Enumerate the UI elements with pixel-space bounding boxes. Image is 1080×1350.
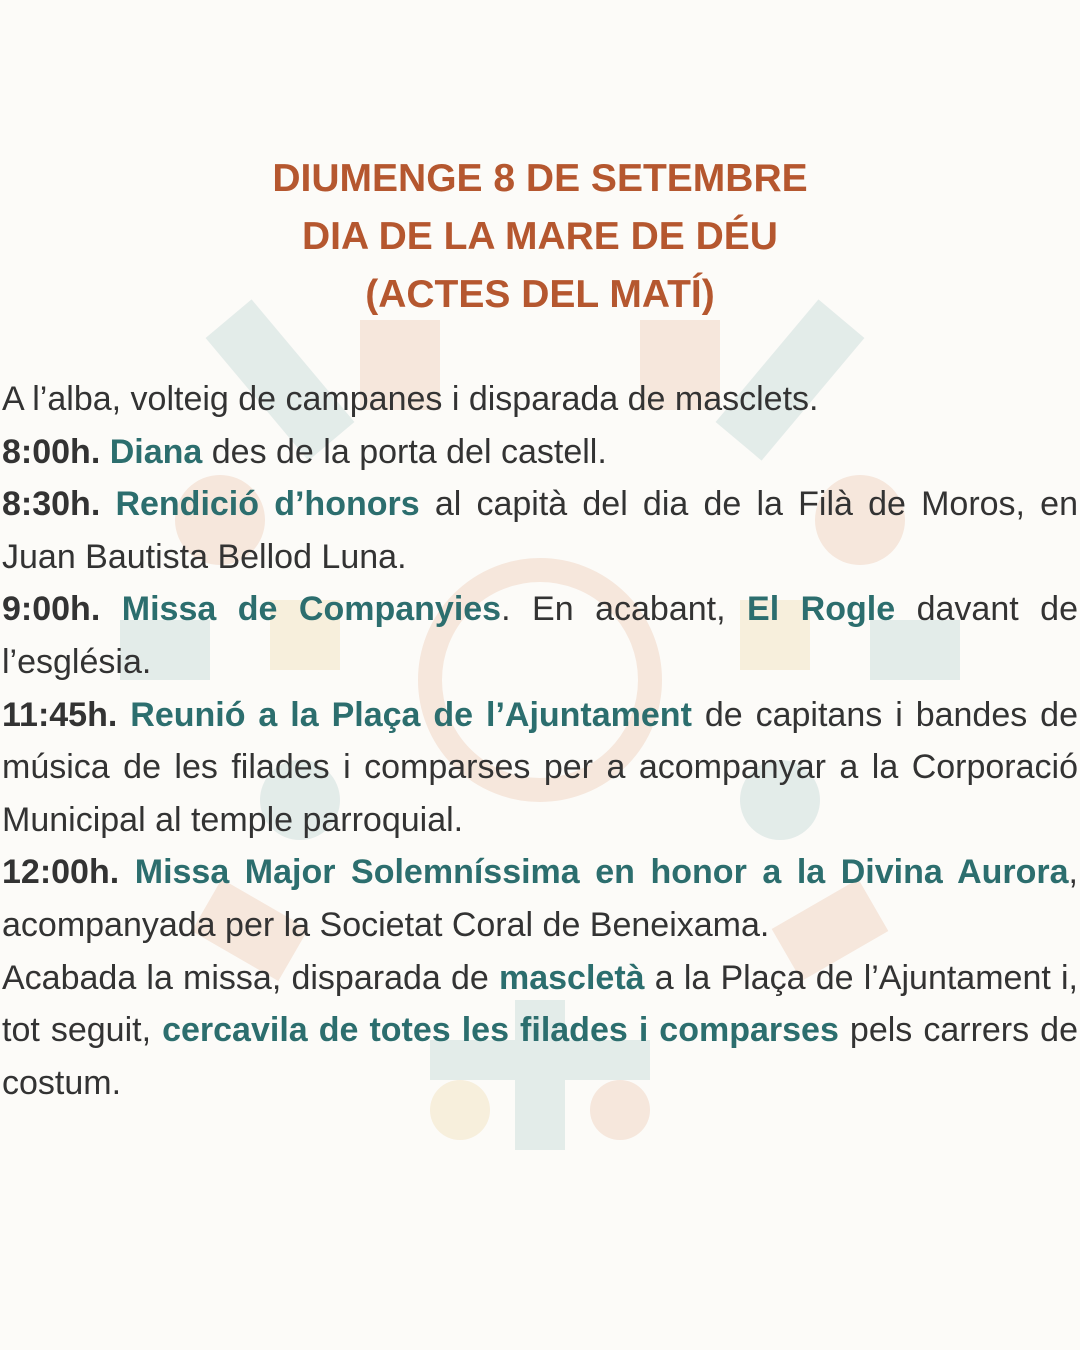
event-text: Acabada la missa, disparada de bbox=[2, 958, 499, 997]
event-text: . En acabant, bbox=[501, 590, 748, 629]
event-text: , acompanyada per la Societat Coral de Beneixama. bbox=[2, 853, 1078, 944]
schedule-item-0800 bbox=[2, 426, 1078, 479]
event-time: 8:00h. bbox=[2, 432, 101, 471]
event-text: al capità del dia de la Filà de Moros, en Juan Bautista Bellod Luna. bbox=[2, 485, 1078, 576]
title-line-subtitle: (ACTES DEL MATÍ) bbox=[365, 273, 715, 316]
page-title bbox=[0, 150, 1080, 324]
schedule-item-0900 bbox=[2, 583, 1078, 688]
event-text: des de la porta del castell. bbox=[202, 432, 607, 471]
event-highlight: Diana bbox=[109, 432, 203, 471]
event-highlight-secondary: cercavila de totes les filades i comparses bbox=[162, 1011, 839, 1050]
event-highlight: Rendició d’honors bbox=[115, 485, 420, 524]
schedule-item-alba bbox=[2, 373, 1078, 426]
schedule-item-1200 bbox=[2, 846, 1078, 951]
event-highlight: Reunió a la Plaça de l’Ajuntament bbox=[130, 695, 692, 734]
event-text-end: pels carrers de costum. bbox=[2, 1011, 1078, 1102]
event-highlight-secondary: El Rogle bbox=[747, 590, 896, 629]
event-text-mid: a la Plaça de l’Ajuntament i, tot seguit, bbox=[2, 958, 1078, 1050]
title-line-day: DIA DE LA MARE DE DÉU bbox=[302, 215, 778, 258]
event-time: 9:00h. bbox=[2, 590, 101, 629]
event-highlight: mascletà bbox=[499, 958, 645, 997]
event-text: A l’alba, volteig de campanes i disparada de masclets. bbox=[2, 380, 819, 418]
event-time: 12:00h. bbox=[2, 853, 120, 892]
schedule-item-1145 bbox=[2, 689, 1078, 847]
schedule-text bbox=[2, 373, 1078, 1109]
schedule-item-after-mass bbox=[2, 952, 1078, 1110]
event-highlight: Missa Major Solemníssima en honor a la Divina Aurora bbox=[134, 853, 1069, 892]
event-time: 11:45h. bbox=[2, 695, 118, 734]
event-text-end: davant de l’església. bbox=[2, 590, 1078, 681]
schedule-item-0830 bbox=[2, 478, 1078, 583]
title-line-date: DIUMENGE 8 DE SETEMBRE bbox=[272, 157, 808, 200]
event-text: de capitans i bandes de música de les filades i comparses per a acompanyar a la Corporació Municipal al temple parroquial. bbox=[2, 695, 1079, 839]
event-highlight: Missa de Companyies bbox=[121, 590, 502, 629]
event-time: 8:30h. bbox=[2, 485, 101, 524]
